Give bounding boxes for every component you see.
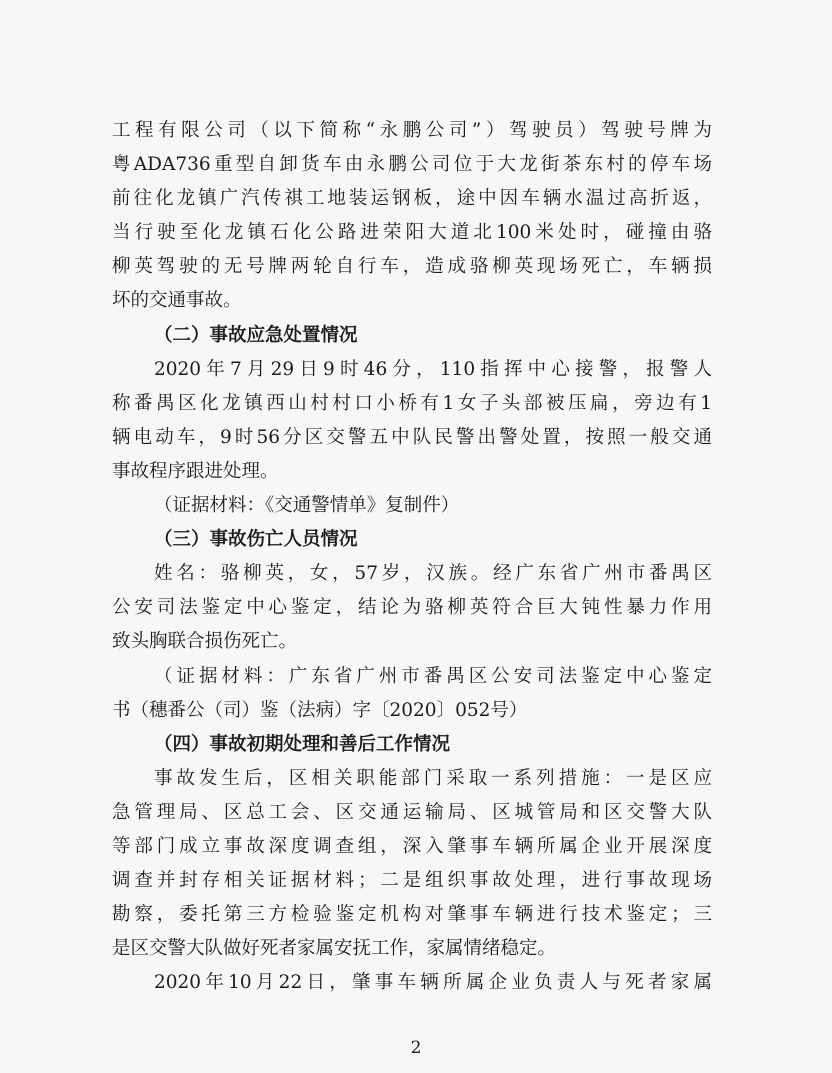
paragraph-line: 致头胸联合损伤死亡。 [112,631,298,653]
document-body [112,114,712,1000]
paragraph-line: 工程有限公司（以下简称“永鹏公司”）驾驶员）驾驶号牌为 [112,120,712,141]
page-number: 2 [410,1038,422,1058]
paragraph-line: 坏的交通事故。 [112,290,242,312]
paragraph-line: （证据材料：广东省广州市番禺区公安司法鉴定中心鉴定 [154,665,712,687]
paragraph-line: 是区交警大队做好死者家属安抚工作，家属情绪稳定。 [112,938,557,960]
paragraph-line: 辆电动车，9时56分区交警五中队民警出警处置，按照一般交通 [112,426,712,448]
paragraph-line: 公安司法鉴定中心鉴定，结论为骆柳英符合巨大钝性暴力作用 [112,597,712,619]
paragraph-line: 前往化龙镇广汽传祺工地装运钢板，途中因车辆水温过高折返， [112,188,712,210]
paragraph-line: 粤ADA736重型自卸货车由永鹏公司位于大龙街茶东村的停车场 [112,154,712,176]
section-heading: （三）事故伤亡人员情况 [154,529,358,551]
paragraph-line: 勘察，委托第三方检验鉴定机构对肇事车辆进行技术鉴定；三 [112,904,712,926]
paragraph-line: 事故程序跟进处理。 [112,460,279,482]
paragraph-line: 姓名：骆柳英，女，57岁，汉族。经广东省广州市番禺区 [154,563,712,585]
evidence-note: （证据材料：《交通警情单》复制件） [154,495,460,517]
paragraph-line: 称番禺区化龙镇西山村村口小桥有1女子头部被压扁，旁边有1 [112,392,712,414]
section-heading: （二）事故应急处置情况 [154,324,358,346]
section-heading: （四）事故初期处理和善后工作情况 [154,733,451,755]
paragraph-line: 2020年7月29日9时46分，110指挥中心接警，报警人 [154,358,712,380]
paragraph-line: 当行驶至化龙镇石化公路进荣阳大道北100米处时，碰撞由骆 [112,222,712,244]
paragraph-line: 书（穗番公（司）鉴（法病）字〔2020〕052号） [112,699,528,721]
paragraph-line: 2020年10月22日，肇事车辆所属企业负责人与死者家属 [154,972,712,994]
paragraph-line: 调查并封存相关证据材料；二是组织事故处理，进行事故现场 [112,870,712,892]
paragraph-line: 柳英驾驶的无号牌两轮自行车，造成骆柳英现场死亡，车辆损 [112,256,712,278]
paragraph-line: 急管理局、区总工会、区交通运输局、区城管局和区交警大队 [112,801,712,823]
paragraph-line: 事故发生后，区相关职能部门采取一系列措施：一是区应 [154,767,712,789]
paragraph-line: 等部门成立事故深度调查组，深入肇事车辆所属企业开展深度 [112,835,712,857]
